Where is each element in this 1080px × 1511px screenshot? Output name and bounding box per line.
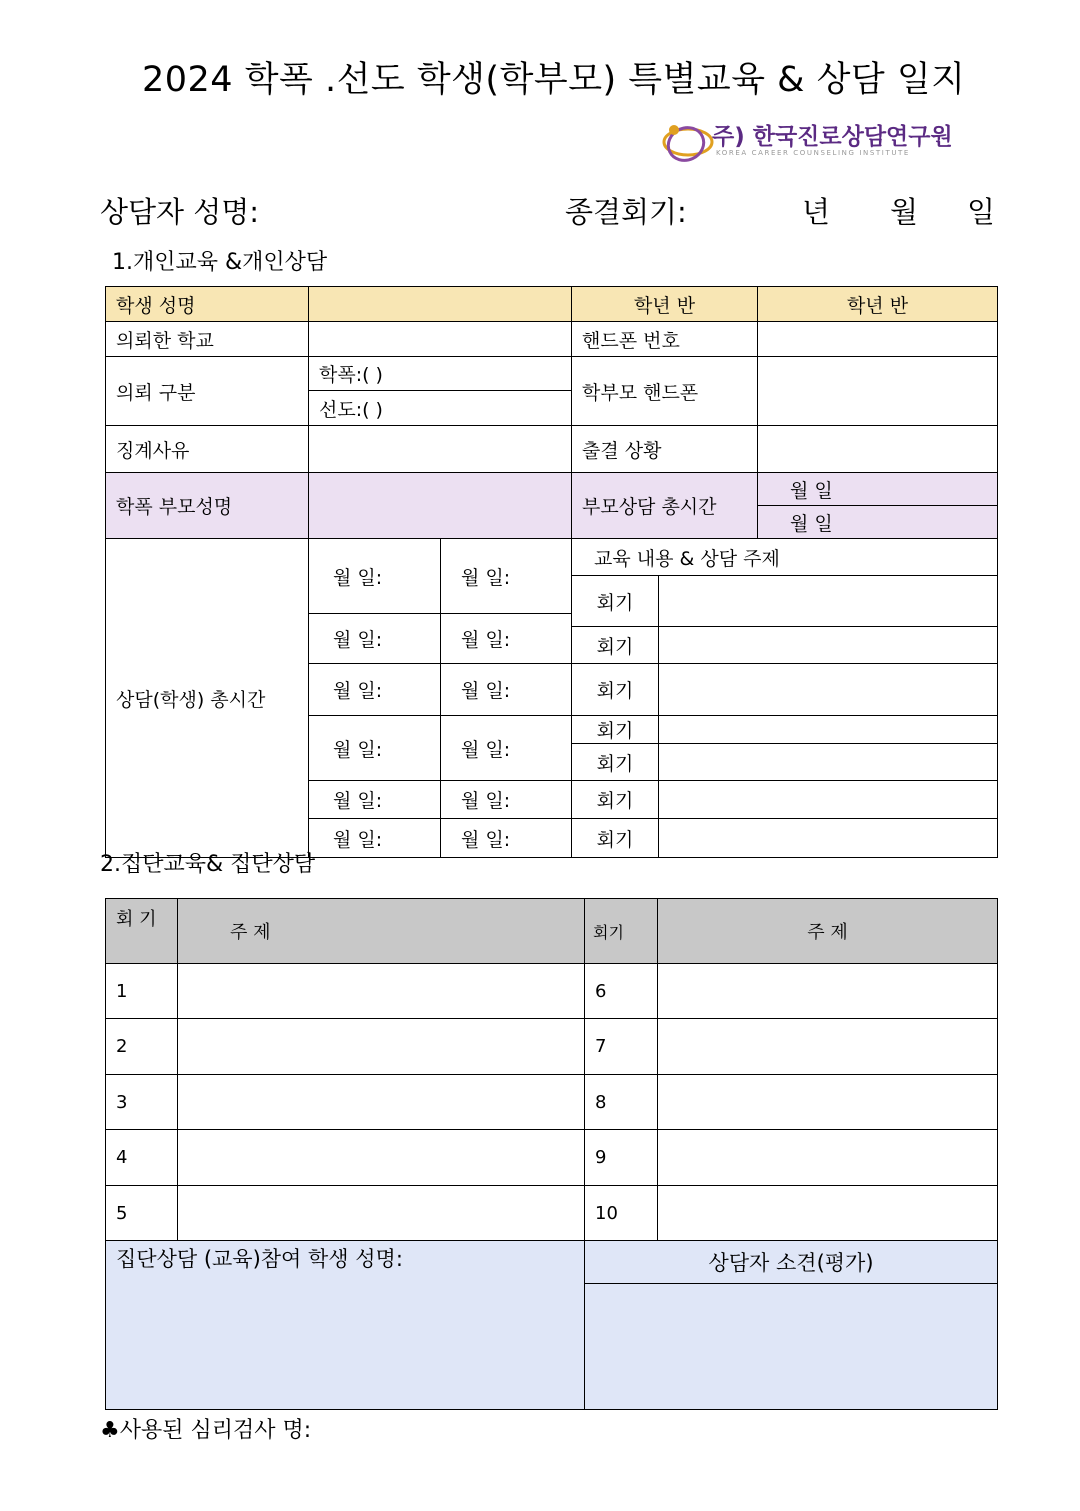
parent-date-1[interactable]: 월 일	[758, 473, 998, 506]
parent-name-label: 학폭 부모성명	[106, 473, 309, 539]
year-label: 년	[802, 195, 831, 229]
session-content-field[interactable]	[659, 576, 998, 627]
topic-field[interactable]	[658, 1019, 998, 1075]
session-number: 8	[585, 1075, 658, 1130]
session-label: 회기	[572, 781, 659, 819]
parent-phone-label: 학부모 핸드폰	[572, 357, 758, 426]
phone-field[interactable]	[758, 322, 998, 357]
date-slot[interactable]: 월 일:	[441, 664, 572, 716]
grade-class-field[interactable]: 학년 반	[758, 287, 998, 322]
student-name-field[interactable]	[309, 287, 572, 322]
psych-test-label: ♣사용된 심리검사 명:	[100, 1418, 312, 1443]
logo-emblem-icon	[660, 118, 716, 166]
opinion-field[interactable]	[585, 1284, 998, 1410]
date-slot[interactable]: 월 일:	[441, 539, 572, 614]
date-slot[interactable]: 월 일:	[441, 819, 572, 858]
session-number: 3	[106, 1075, 178, 1130]
session-number: 6	[585, 964, 658, 1019]
opinion-header: 상담자 소견(평가)	[585, 1241, 998, 1284]
session-label: 회기	[572, 576, 659, 627]
parent-time-label: 부모상담 총시간	[572, 473, 758, 539]
logo-name: 주) 한국진로상담연구원	[712, 124, 953, 150]
topic-field[interactable]	[658, 1075, 998, 1130]
discipline-label: 징계사유	[106, 426, 309, 473]
session-content-field[interactable]	[659, 627, 998, 664]
content-header: 교육 내용 & 상담 주제	[572, 539, 998, 576]
date-slot[interactable]: 월 일:	[441, 781, 572, 819]
parent-date-2[interactable]: 월 일	[758, 506, 998, 539]
date-slot[interactable]: 월 일:	[309, 614, 441, 664]
session-header-right: 회기	[585, 899, 658, 964]
student-time-label: 상담(학생) 총시간	[106, 539, 309, 858]
session-number: 9	[585, 1130, 658, 1186]
topic-field[interactable]	[658, 1186, 998, 1241]
logo-subtitle: KOREA CAREER COUNSELING INSTITUTE	[716, 149, 910, 157]
session-number: 1	[106, 964, 178, 1019]
session-content-field[interactable]	[659, 744, 998, 781]
session-number: 2	[106, 1019, 178, 1075]
participants-field[interactable]: 집단상담 (교육)참여 학생 성명:	[106, 1241, 585, 1410]
topic-field[interactable]	[658, 964, 998, 1019]
date-slot[interactable]: 월 일:	[441, 716, 572, 781]
school-field[interactable]	[309, 322, 572, 357]
date-slot[interactable]: 월 일:	[309, 781, 441, 819]
school-label: 의뢰한 학교	[106, 322, 309, 357]
topic-field[interactable]	[178, 1186, 585, 1241]
topic-field[interactable]	[658, 1130, 998, 1186]
section2-title: 2.집단교육& 집단상담	[100, 852, 316, 877]
phone-label: 핸드폰 번호	[572, 322, 758, 357]
month-label: 월	[890, 195, 919, 229]
session-label: 회기	[572, 716, 659, 744]
topic-field[interactable]	[178, 1019, 585, 1075]
violence-field[interactable]: 학폭:( )	[309, 357, 572, 391]
topic-header-left: 주 제	[178, 899, 585, 964]
session-number: 7	[585, 1019, 658, 1075]
counselor-name-label: 상담자 성명:	[100, 195, 260, 229]
individual-counseling-table	[105, 286, 998, 858]
section1-title: 1.개인교육 &개인상담	[112, 250, 328, 275]
day-label: 일	[967, 195, 996, 229]
attendance-label: 출결 상황	[572, 426, 758, 473]
guidance-field[interactable]: 선도:( )	[309, 391, 572, 426]
topic-header-right: 주 제	[658, 899, 998, 964]
student-name-label: 학생 성명	[106, 287, 309, 322]
request-type-label: 의뢰 구분	[106, 357, 309, 426]
session-number: 5	[106, 1186, 178, 1241]
session-number: 4	[106, 1130, 178, 1186]
session-content-field[interactable]	[659, 716, 998, 744]
session-content-field[interactable]	[659, 664, 998, 716]
session-label: 회기	[572, 627, 659, 664]
parent-name-field[interactable]	[309, 473, 572, 539]
date-slot[interactable]: 월 일:	[309, 819, 441, 858]
session-content-field[interactable]	[659, 819, 998, 858]
session-label: 회기	[572, 664, 659, 716]
session-label: 회기	[572, 744, 659, 781]
discipline-field[interactable]	[309, 426, 572, 473]
date-slot[interactable]: 월 일:	[309, 539, 441, 614]
attendance-field[interactable]	[758, 426, 998, 473]
topic-field[interactable]	[178, 1130, 585, 1186]
end-session-label: 종결회기:	[565, 195, 687, 229]
page-title: 2024 학폭 .선도 학생(학부모) 특별교육 & 상담 일지	[142, 60, 966, 100]
topic-field[interactable]	[178, 1075, 585, 1130]
group-counseling-table	[105, 898, 998, 1410]
parent-phone-field[interactable]	[758, 357, 998, 426]
date-slot[interactable]: 월 일:	[441, 614, 572, 664]
session-content-field[interactable]	[659, 781, 998, 819]
date-slot[interactable]: 월 일:	[309, 664, 441, 716]
date-slot[interactable]: 월 일:	[309, 716, 441, 781]
grade-class-label: 학년 반	[572, 287, 758, 322]
company-logo	[660, 118, 960, 168]
session-label: 회기	[572, 819, 659, 858]
topic-field[interactable]	[178, 964, 585, 1019]
session-number: 10	[585, 1186, 658, 1241]
session-header-left: 회 기	[106, 899, 178, 964]
